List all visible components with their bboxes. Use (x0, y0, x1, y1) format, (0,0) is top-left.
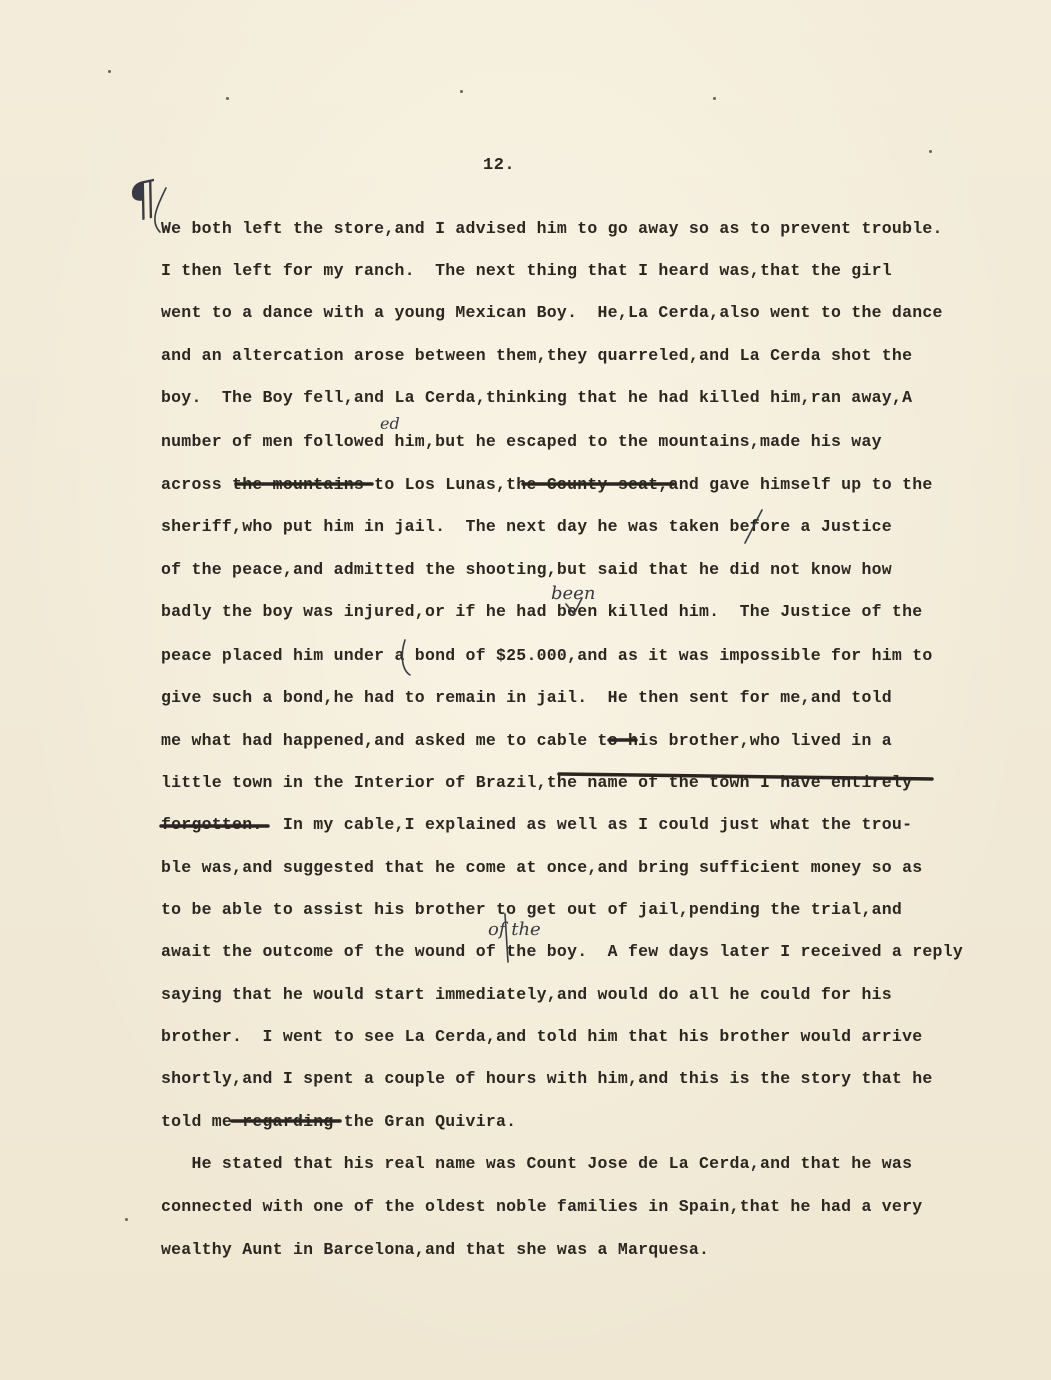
page-number: 12. (483, 156, 516, 175)
text-line-18: await the outcome of the wound of the boy. A few days later I received a reply (161, 942, 963, 961)
text-line-12: give such a bond,he had to remain in jail. He then sent for me,and told (161, 688, 892, 707)
text-line-20: brother. I went to see La Cerda,and told him that his brother would arrive (161, 1027, 923, 1046)
handwritten-stroke (155, 188, 166, 232)
strikeout-mark (559, 774, 932, 779)
paragraph-mark: ¶ (122, 169, 163, 229)
text-line-4: and an altercation arose between them,they quarreled,and La Cerda shot the (161, 346, 913, 365)
text-line-2: I then left for my ranch. The next thing that I heard was,that the girl (161, 261, 892, 280)
text-line-1: We both left the store,and I advised him to go away so as to prevent trouble. (161, 219, 943, 238)
text-line-22: told me regarding the Gran Quivira. (161, 1112, 517, 1131)
handwritten-stroke (745, 510, 762, 543)
text-line-23: He stated that his real name was Count Jose de La Cerda,and that he was (161, 1154, 913, 1173)
text-line-8: sheriff,who put him in jail. The next day he was taken before a Justice (161, 517, 892, 536)
handwritten-insert-of-the: of the (488, 919, 541, 940)
text-line-19: saying that he would start immediately,and would do all he could for his (161, 985, 892, 1004)
handwritten-insert-ed: ed (380, 414, 400, 433)
handwritten-insert-been: been (551, 583, 596, 604)
text-line-14: little town in the Interior of Brazil,the name of the town I have entirely (161, 773, 913, 792)
text-line-5: boy. The Boy fell,and La Cerda,thinking that he had killed him,ran away,A (161, 388, 913, 407)
text-line-9: of the peace,and admitted the shooting,but said that he did not know how (161, 560, 892, 579)
text-line-11: peace placed him under a bond of $25.000,and as it was impossible for him to (161, 646, 933, 665)
text-line-10: badly the boy was injured,or if he had been killed him. The Justice of the (161, 602, 923, 621)
text-line-21: shortly,and I spent a couple of hours with him,and this is the story that he (161, 1069, 933, 1088)
text-line-24: connected with one of the oldest noble families in Spain,that he had a very (161, 1197, 923, 1216)
handwritten-stroke (566, 598, 582, 614)
text-line-7: across the mountains to Los Lunas,the County seat,and gave himself up to the (161, 475, 933, 494)
text-line-13: me what had happened,and asked me to cable to his brother,who lived in a (161, 731, 892, 750)
text-line-3: went to a dance with a young Mexican Boy. He,La Cerda,also went to the dance (161, 303, 943, 322)
text-line-6: number of men followed him,but he escaped to the mountains,made his way (161, 432, 882, 451)
text-line-16: ble was,and suggested that he come at once,and bring sufficient money so as (161, 858, 923, 877)
handwritten-stroke (505, 914, 508, 962)
text-line-15: forgotten. In my cable,I explained as well as I could just what the trou- (161, 815, 913, 834)
text-line-25: wealthy Aunt in Barcelona,and that she was a Marquesa. (161, 1240, 710, 1259)
text-line-17: to be able to assist his brother to get out of jail,pending the trial,and (161, 900, 903, 919)
handwritten-stroke (402, 640, 410, 675)
